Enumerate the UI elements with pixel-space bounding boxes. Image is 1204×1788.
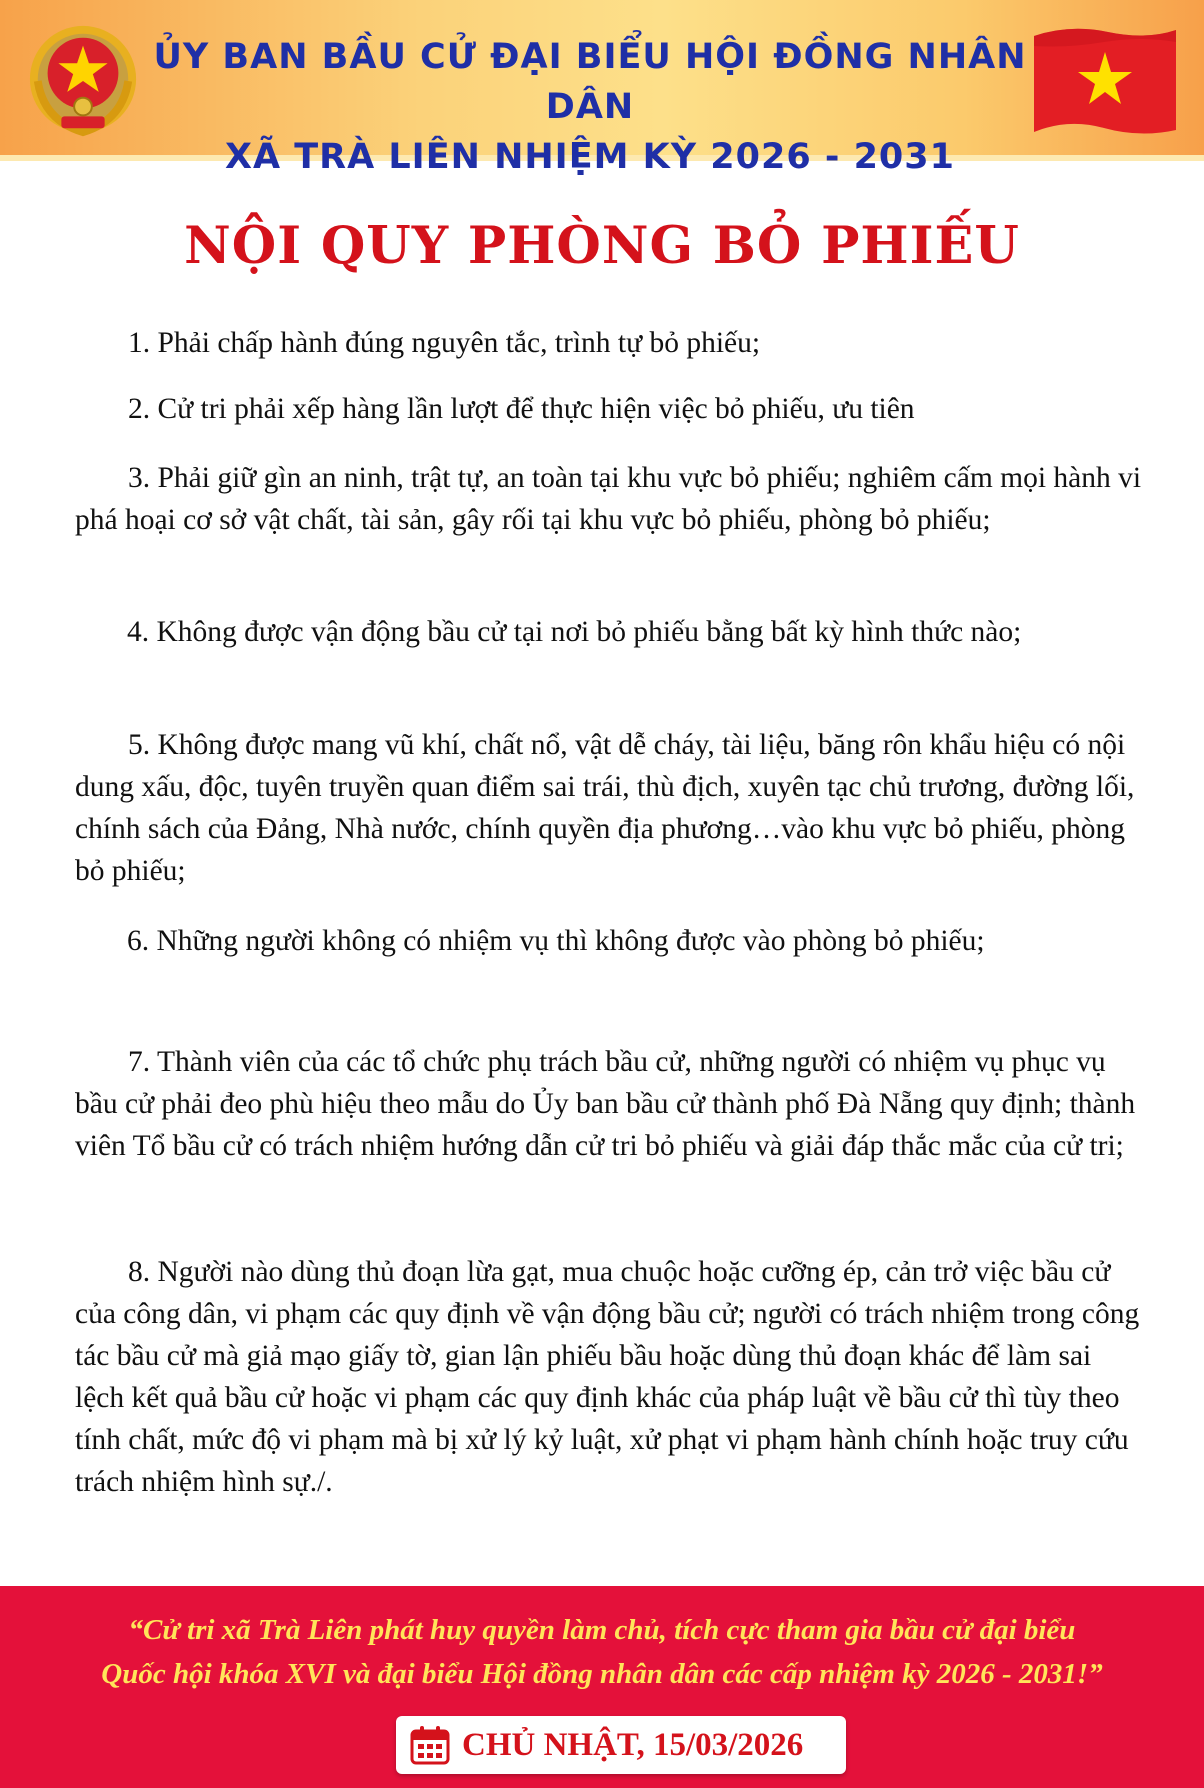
rule-item-4: 4. Không được vận động bầu cử tại nơi bỏ phiếu bằng bất kỳ hình thức nào; <box>127 616 1022 648</box>
election-date: CHỦ NHẬT, 15/03/2026 <box>462 1727 804 1763</box>
header-banner <box>0 0 1204 177</box>
slogan <box>0 1608 1204 1696</box>
committee-title <box>150 32 1030 182</box>
rule-item-1: 1. Phải chấp hành đúng nguyên tắc, trình tự bỏ phiếu; <box>128 327 761 359</box>
slogan-line2: Quốc hội khóa XVI và đại biểu Hội đồng nhân dân các cấp nhiệm kỳ 2026 - 2031!” <box>101 1658 1103 1690</box>
rule-item-7: 7. Thành viên của các tổ chức phụ trách bầu cử, những người có nhiệm vụ phục vụ bầu cử phải đeo phù hiệu theo mẫu do Ủy ban bầu cử thành phố Đà Nẵng quy định; thành viên Tổ bầu cử có trách nhiệm hướng dẫn cử tri bỏ phiếu và giải đáp thắc mắc của cử tri; <box>75 1046 1136 1162</box>
rule-item-5: 5. Không được mang vũ khí, chất nổ, vật dễ cháy, tài liệu, băng rôn khẩu hiệu có nội dung xấu, độc, tuyên truyền quan điểm sai trái, thù địch, xuyên tạc chủ trương, đường lối, chính sách của Đảng, Nhà nước, chính quyền địa phương…vào khu vực bỏ phiếu, phòng bỏ phiếu; <box>75 729 1135 887</box>
rule-item-6: 6. Những người không có nhiệm vụ thì không được vào phòng bỏ phiếu; <box>127 925 985 957</box>
rule-item-8: 8. Người nào dùng thủ đoạn lừa gạt, mua chuộc hoặc cưỡng ép, cản trở việc bầu cử của công dân, vi phạm các quy định về vận động bầu cử; người có trách nhiệm trong công tác bầu cử mà giả mạo giấy tờ, gian lận phiếu bầu hoặc dùng thủ đoạn khác để làm sai lệch kết quả bầu cử hoặc vi phạm các quy định khác của pháp luật về bầu cử thì tùy theo tính chất, mức độ vi phạm mà bị xử lý kỷ luật, xử phạt vi phạm hành chính hoặc truy cứu trách nhiệm hình sự./. <box>75 1256 1140 1498</box>
election-date-box <box>396 1716 846 1774</box>
footer-banner <box>0 1586 1204 1788</box>
rule-item-2: 2. Cử tri phải xếp hàng lần lượt để thực hiện việc bỏ phiếu, ưu tiên <box>128 393 915 425</box>
page-title: NỘI QUY PHÒNG BỎ PHIẾU <box>184 216 1020 276</box>
committee-title-line1: ỦY BAN BẦU CỬ ĐẠI BIỂU HỘI ĐỒNG NHÂN DÂN <box>153 37 1027 127</box>
calendar-icon <box>410 1725 450 1765</box>
slogan-line1: “Cử tri xã Trà Liên phát huy quyền làm chủ, tích cực tham gia bầu cử đại biểu <box>128 1614 1076 1646</box>
rule-item-3: 3. Phải giữ gìn an ninh, trật tự, an toàn tại khu vực bỏ phiếu; nghiêm cấm mọi hành vi phá hoại cơ sở vật chất, tài sản, gây rối tại khu vực bỏ phiếu, phòng bỏ phiếu; <box>75 462 1142 536</box>
vietnam-flag-icon <box>1030 22 1180 140</box>
committee-title-line2: XÃ TRÀ LIÊN NHIỆM KỲ 2026 - 2031 <box>225 137 955 177</box>
national-emblem-icon <box>24 22 142 140</box>
